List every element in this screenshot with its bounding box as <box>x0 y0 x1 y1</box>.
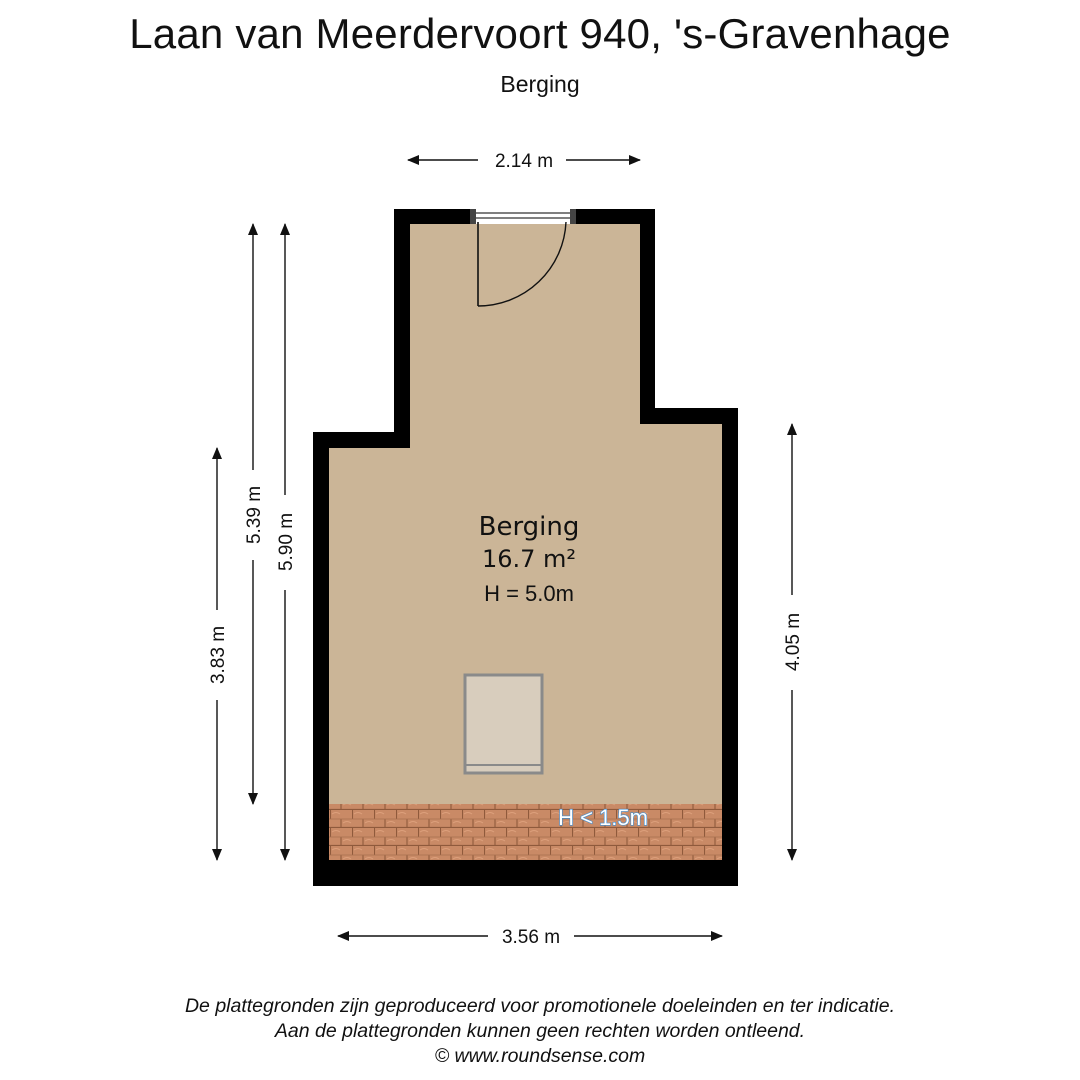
disclaimer-line-2: Aan de plattegronden kunnen geen rechten worden ontleend. <box>274 1020 806 1042</box>
dimension-bottom-width <box>338 927 722 948</box>
room-area: 16.7 m² <box>481 545 577 573</box>
disclaimer-line-1: De plattegronden zijn geproduceerd voor promotionele doeleinden en ter indicatie. <box>184 995 896 1017</box>
page-subtitle: Berging <box>500 71 580 97</box>
skylight <box>465 675 542 773</box>
dimension-left-outer-height <box>276 224 297 860</box>
copyright-line: © www.roundsense.com <box>434 1045 646 1067</box>
room-name: Berging <box>478 512 580 542</box>
dimension-right-height <box>783 424 804 860</box>
dimension-left-inner-height-label: 5.39 m <box>244 485 265 545</box>
page-title: Laan van Meerdervoort 940, 's-Gravenhage <box>129 10 951 57</box>
dimension-left-lower-height <box>208 448 229 860</box>
dimension-left-outer-height-label: 5.90 m <box>276 512 297 572</box>
dimension-bottom-width-label: 3.56 m <box>501 927 561 948</box>
dimension-top-width-label: 2.14 m <box>494 151 554 172</box>
low-height-label: H < 1.5m <box>558 805 648 830</box>
room-height: H = 5.0m <box>484 581 574 606</box>
door-opening <box>470 209 576 224</box>
dimension-right-height-label: 4.05 m <box>783 612 804 672</box>
dimension-left-inner-height <box>244 224 265 804</box>
low-height-roof-zone <box>329 804 722 860</box>
dimension-top-width <box>408 151 640 172</box>
dimension-left-lower-height-label: 3.83 m <box>208 625 229 685</box>
